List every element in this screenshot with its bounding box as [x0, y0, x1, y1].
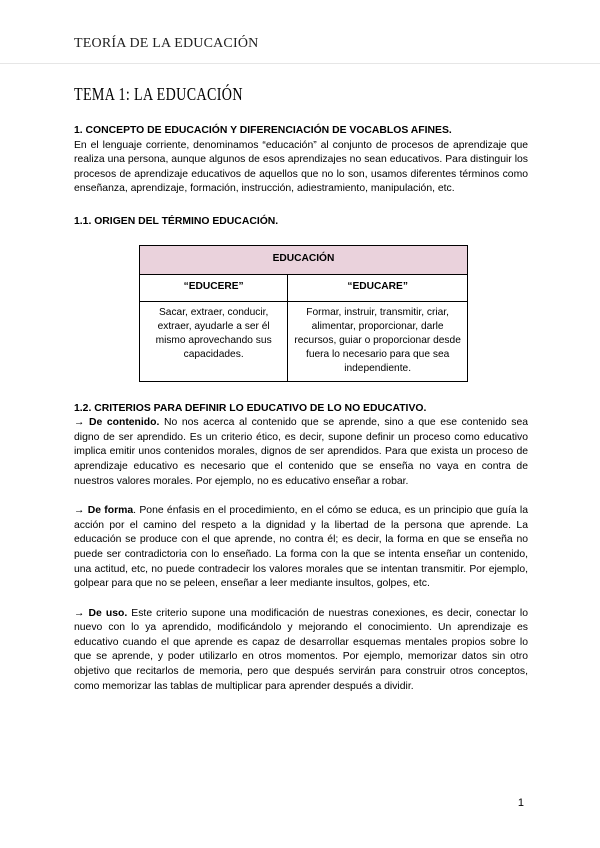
table-col-header-educere: “EDUCERE” [140, 274, 288, 301]
criteria-list [74, 416, 528, 694]
criterion-label: De forma [87, 505, 134, 517]
table-col-header-educare: “EDUCARE” [288, 274, 468, 301]
tema-title: TEMA 1: LA EDUCACIÓN [74, 84, 243, 104]
table-cell-educere [140, 301, 288, 381]
origin-table [139, 245, 468, 382]
table-cell-educare-text: Formar, instruir, transmitir, criar, alimentar, proporcionar, darle recursos, guiar o proporcionar desde fuera lo necesario para que sea independiente. [294, 306, 461, 375]
table-cell-educare [288, 301, 468, 381]
criterion-text: Este criterio supone una modificación de nuestras conexiones, es decir, conectar lo nuevo con lo ya aprendido, modificándolo y mejorando el conocimiento. Un aprendizaje es educativo cuando el que aprende es capaz de desarrollar esquemas mentales propios sobre lo que se aprende, y poder utilizarlo en otros momentos. Por ejemplo, memorizar datos sin otro objetivo que recitarlos de memoria, pero que después servirán para construir otros conceptos, como memorizar las tablas de multiplicar para aprender después a dividir. [74, 607, 529, 692]
section-1-paragraph: En el lenguaje corriente, denominamos “educación” al conjunto de procesos de aprendizaje que realiza una persona, aunque algunos de esos aprendizajes no sean educativos. Para distinguir los procesos de aprendizaje educativos de aquellos que no lo son, usamos diferentes términos como enseñanza, aprendizaje, formación, instrucción, adiestramiento, manipulación, etc. [74, 139, 528, 195]
criterion-label: De uso. [88, 607, 128, 619]
criterion-contenido [74, 416, 528, 489]
table-cell-educere-text: Sacar, extraer, conducir, extraer, ayudarle a ser él mismo aprovechando sus capacidades. [155, 306, 272, 361]
header-divider [0, 63, 600, 64]
criterion-text: No nos acerca al contenido que se aprende, sino a que ese contenido sea digno de ser aprendido. Es un criterio ético, es decir, supone definir un proceso como educativo implica emitir unos contenidos morales, dignos de ser aprendidos. Para que exista un proceso de aprendizaje educativo es necesario que el contenido que se enseña no vaya en contra de nuestros valores morales. Por ejemplo, no es educativo enseñar a robar. [74, 417, 529, 487]
section-1-1-heading: 1.1. ORIGEN DEL TÉRMINO EDUCACIÓN. [74, 215, 279, 227]
arrow-icon: → [74, 607, 85, 619]
criterion-forma [74, 504, 528, 592]
document-body [74, 124, 528, 694]
page-number: 1 [517, 797, 524, 809]
arrow-icon: → [74, 505, 85, 517]
criterion-uso [74, 607, 528, 695]
arrow-icon: → [74, 417, 85, 429]
criterion-label: De contenido. [88, 417, 160, 429]
table-title: EDUCACIÓN [140, 245, 468, 274]
section-1-heading: 1. CONCEPTO DE EDUCACIÓN Y DIFERENCIACIÓN DE VOCABLOS AFINES. [74, 125, 452, 136]
criterion-text: . Pone énfasis en el procedimiento, en el cómo se educa, es un principio que guía la acción por el camino del respeto a la dignidad y la libertad de la persona que aprende. La educación se produce con el que aprende, no contra él; es decir, la forma en que se enseña no puede ser contradictoria con lo enseñado. La forma con la que se intenta enseñar un contenido, una actitud, etc, no puede contradecir los valores morales que se intentan transmitir. Por ejemplo, golpear para que no se peleen, enseñar a leer mediante insultos, golpes, etc. [74, 505, 529, 590]
section-1-2-heading: 1.2. CRITERIOS PARA DEFINIR LO EDUCATIVO DE LO NO EDUCATIVO. [74, 402, 427, 414]
document-header: TEORÍA DE LA EDUCACIÓN [74, 36, 259, 51]
